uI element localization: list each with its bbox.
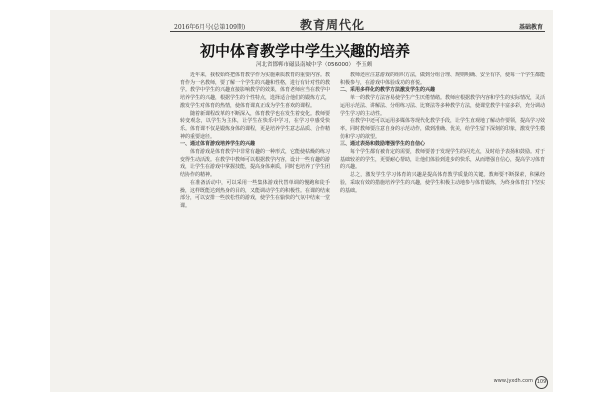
header-rule xyxy=(170,31,545,32)
body-paragraph: 每个学生都有被肯定的需要，教师要善于发现学生的闪光点，及时给予表扬和鼓励。对于基础较差的学生，更要耐心帮助，让他们体验到进步的快乐，从而增强自信心，提高学习体育的兴趣。 xyxy=(340,149,545,171)
body-paragraph: 随着新课程改革的不断深入，体育教学也在发生着变化。教师要转变观念，以学生为主体，让学生在快乐中学习，在学习中感受快乐。体育课不仅是锻炼身体的课程，更是培养学生意志品质、合作精神的重要途径。 xyxy=(180,110,330,140)
body-paragraph: 体育游戏是体育教学中非常有趣的一种形式，它能使枯燥的练习变得生动活泼。在教学中教师可以根据教学内容，设计一些有趣的游戏，让学生在游戏中掌握技能，提高身体素质，同时也培养了学生团结协作的精神。 xyxy=(180,149,330,179)
section-heading: 三、通过表扬和鼓励增强学生的自信心 xyxy=(340,141,426,148)
body-paragraph: 总之，激发学生学习体育的兴趣是提高体育教学质量的关键。教师要不断探索，积累经验，采取有效的措施培养学生的兴趣，使学生积极主动地参与体育锻炼，为终身体育打下坚实的基础。 xyxy=(340,172,545,194)
text-column-left xyxy=(180,72,330,367)
body-paragraph: 单一的教学方法容易使学生产生厌倦情绪。教师应根据教学内容和学生的实际情况，灵活运用示范法、讲解法、分组练习法、比赛法等多种教学方法，使课堂教学丰富多彩，充分调动学生学习的主动性。 xyxy=(340,95,545,117)
article-page xyxy=(50,10,553,392)
article-title: 初中体育教学中学生兴趣的培养 xyxy=(200,42,411,60)
body-paragraph: 教师还应注意游戏的组织方法，做到分组合理、规则明确、安全有序，使每一个学生都能积极参与，在游戏中体验成功的喜悦。 xyxy=(340,72,545,86)
page-header xyxy=(50,16,553,32)
page-number: 109 xyxy=(535,376,548,389)
article-author: 河北省邯郸市磁县南城中学（056000） 李玉颇 xyxy=(256,62,373,68)
section-heading: 二、采用多样化的教学方法激发学生的兴趣 xyxy=(340,87,436,94)
issue-label: 2016年6月号(总第109期) xyxy=(174,24,246,31)
section-label: 基础教育 xyxy=(518,24,543,31)
page-footer xyxy=(50,376,553,388)
journal-name: 教育周代化 xyxy=(300,18,366,32)
footer-url: www.jyxdh.com xyxy=(493,378,533,384)
body-paragraph: 在准备活动中，可以采用一些集体游戏代替单调的慢跑和徒手操，这样既能达到热身的目的，又能调动学生的积极性。在课的结束部分，可以安排一些放松性的游戏，使学生在愉快的气氛中结束一堂课。 xyxy=(180,179,330,209)
section-heading: 一、通过体育游戏培养学生的兴趣 xyxy=(180,141,256,148)
text-column-right xyxy=(340,72,545,367)
body-paragraph: 近年来，我校始终把体育教学作为实施素质教育的重要内容。教育作为一名教师，要了解一个学生的兴趣和性格，进行有针对性的教学。教学中学生的兴趣直接影响教学的效果，体育老师应当在教学中培养学生的兴趣，根据学生的个性特点，选择适合他们的锻炼方式，激发学生对体育的热情，使体育课真正成为学生喜欢的课程。 xyxy=(180,72,330,109)
body-paragraph: 在教学中还可以运用多媒体等现代化教学手段，让学生直观地了解动作要领，提高学习效率。同时教师要注意自身的示范动作，做到准确、优美，给学生留下深刻的印象，激发学生模仿和学习的欲望。 xyxy=(340,118,545,140)
